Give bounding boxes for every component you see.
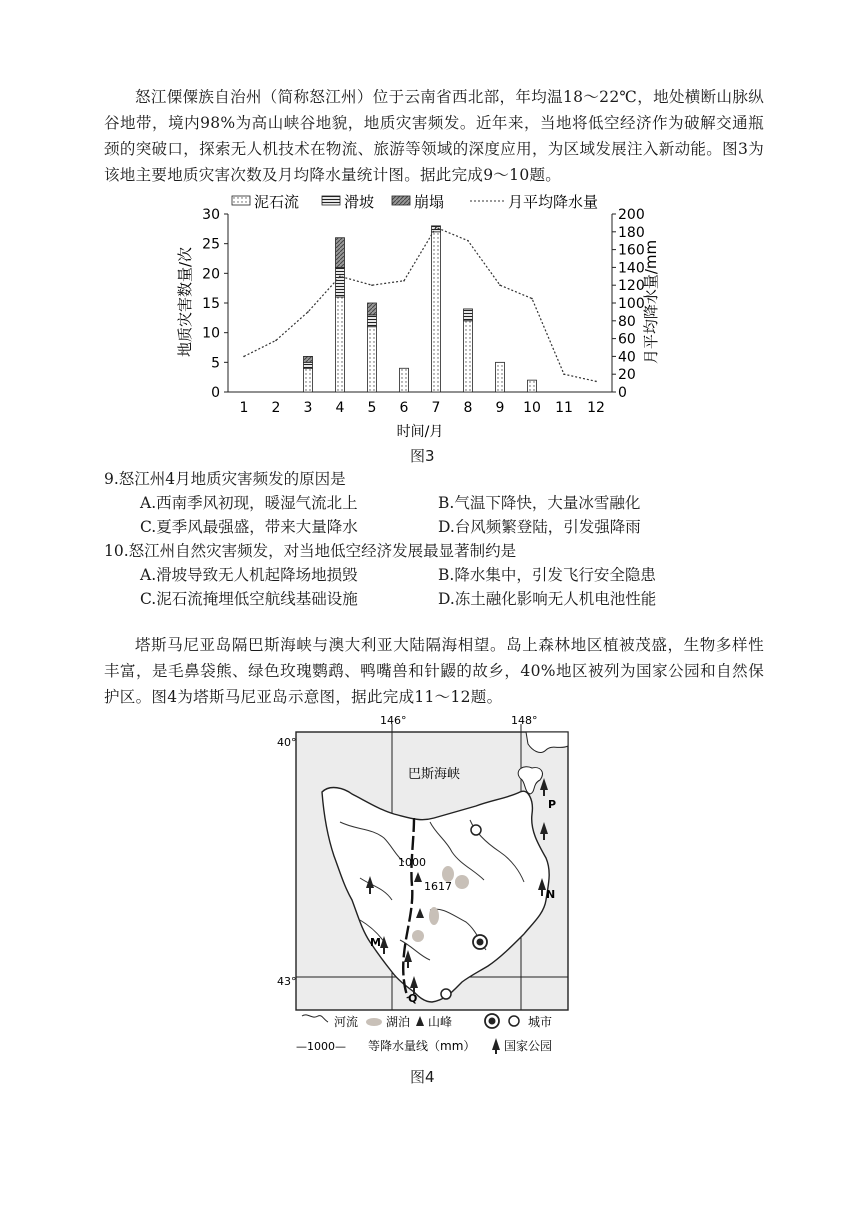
precipitation-line	[244, 227, 596, 381]
figure-4-caption: 图4	[410, 1068, 435, 1086]
legend-label: 泥石流	[254, 193, 300, 211]
intro-paragraph-1	[104, 84, 764, 188]
legend-city: 城市	[528, 1015, 553, 1029]
q10-option-d: D.冻土融化影响无人机电池性能	[438, 590, 657, 608]
legend-label: 月平均降水量	[508, 193, 599, 211]
legend-lake: 湖泊	[386, 1015, 411, 1029]
q10-option-a: A.滑坡导致无人机起降场地损毁	[140, 566, 358, 584]
right-tick-label: 60	[618, 331, 636, 348]
bar-segment-泥石流	[464, 321, 473, 392]
lake	[412, 930, 424, 942]
x-tick-label: 2	[271, 400, 281, 416]
bar-segment-崩塌	[336, 238, 345, 268]
label-m: M	[370, 936, 381, 949]
legend-park: 国家公园	[504, 1039, 553, 1053]
x-tick-label: 5	[367, 400, 377, 416]
chart-bars	[304, 226, 537, 392]
legend-swatch	[392, 196, 410, 205]
right-tick-label: 40	[618, 349, 636, 366]
legend-isoline-symbol: —1000—	[296, 1040, 346, 1053]
legend-swatch	[322, 196, 340, 205]
question-9-stem: 9.怒江州4月地质灾害频发的原因是	[104, 470, 346, 488]
lake	[455, 875, 469, 889]
precipitation-point	[275, 340, 277, 342]
right-tick-label: 20	[618, 367, 636, 384]
left-tick-label: 10	[202, 325, 220, 342]
right-axis-title: 月平均降水量/mm	[642, 239, 660, 365]
capital-city-dot	[477, 939, 484, 946]
precipitation-point	[371, 284, 373, 286]
intro-text-1: 怒江傈僳族自治州（简称怒江州）位于云南省西北部，年均温18～22℃，地处横断山脉纵谷地带，境内98%为高山峡谷地貌，地质灾害频发。近年来，当地将低空经济作为破解交通瓶颈的突破口，探索无人机技术在物流、旅游等领域的深度应用，为区域发展注入新动能。图3为该地主要地质灾害次数及月均降水量统计图。据此完成9～10题。	[104, 88, 764, 184]
intro-text-2: 塔斯马尼亚岛隔巴斯海峡与澳大利亚大陆隔海相望。岛上森林地区植被茂盛，生物多样性丰富，是毛鼻袋熊、绿色玫瑰鹦鹉、鸭嘴兽和针鼹的故乡，40%地区被列为国家公园和自然保护区。图4为塔斯马尼亚岛示意图，据此完成11～12题。	[104, 636, 764, 706]
right-tick-label: 80	[618, 313, 636, 330]
bar-segment-滑坡	[368, 315, 377, 327]
legend-lake-symbol	[366, 1018, 382, 1026]
legend-isoline: 等降水量线（mm）	[368, 1039, 476, 1053]
lake	[429, 907, 439, 925]
left-tick-label: 30	[202, 207, 220, 223]
question-10-stem: 10.怒江州自然灾害频发，对当地低空经济发展最显著制约是	[104, 542, 517, 560]
legend-river-symbol	[302, 1015, 328, 1022]
right-tick-label: 200	[618, 207, 645, 223]
x-tick-label: 3	[303, 400, 313, 416]
figure-4-map	[0, 710, 867, 1055]
legend-peak: 山峰	[428, 1015, 453, 1029]
bar-segment-崩塌	[304, 356, 313, 362]
q9-option-b: B.气温下降快，大量冰雪融化	[438, 494, 641, 512]
lon-148-label: 148°	[511, 714, 538, 727]
x-axis-title: 时间/月	[396, 424, 444, 440]
city-icon	[441, 989, 451, 999]
left-tick-label: 20	[202, 266, 220, 283]
x-tick-label: 6	[399, 400, 409, 416]
figure-3-caption: 图3	[410, 447, 435, 465]
precipitation-point	[499, 284, 501, 286]
precipitation-point	[339, 276, 341, 278]
q9-option-c: C.夏季风最强盛，带来大量降水	[140, 518, 358, 536]
legend-river: 河流	[334, 1015, 359, 1029]
x-tick-label: 12	[587, 400, 605, 416]
x-tick-label: 4	[335, 400, 345, 416]
precipitation-point	[531, 298, 533, 300]
bar-segment-泥石流	[304, 368, 313, 392]
precipitation-point	[307, 311, 309, 313]
legend-label: 崩塌	[414, 193, 445, 211]
peak-elevation-label: 1617	[424, 880, 452, 893]
label-q: Q	[408, 992, 418, 1005]
bar-segment-滑坡	[464, 309, 473, 321]
intro-paragraph-2	[104, 632, 764, 710]
bar-segment-泥石流	[336, 297, 345, 392]
q10-option-c: C.泥石流掩埋低空航线基础设施	[140, 590, 358, 608]
left-tick-label: 15	[202, 296, 220, 312]
legend-capital-dot	[489, 1018, 496, 1025]
left-tick-label: 0	[211, 385, 220, 401]
right-tick-label: 160	[618, 242, 645, 259]
x-tick-label: 7	[431, 400, 441, 416]
right-tick-label: 0	[618, 385, 627, 401]
bar-segment-泥石流	[496, 362, 505, 392]
lat-40-label: 40°	[277, 736, 297, 749]
x-tick-label: 1	[239, 400, 249, 416]
left-tick-label: 5	[211, 355, 220, 372]
left-axis-title: 地质灾害数量/次	[176, 246, 194, 358]
legend-swatch	[232, 196, 250, 205]
legend-city-icon	[509, 1016, 519, 1026]
x-tick-label: 11	[555, 400, 573, 416]
precipitation-point	[595, 381, 597, 383]
q9-option-d: D.台风频繁登陆，引发强降雨	[438, 518, 641, 536]
bar-segment-泥石流	[528, 380, 537, 392]
bar-segment-泥石流	[368, 327, 377, 392]
bar-segment-泥石流	[432, 232, 441, 392]
right-tick-label: 120	[618, 278, 645, 295]
bar-segment-崩塌	[368, 303, 377, 315]
right-tick-label: 100	[618, 296, 645, 312]
precipitation-point	[435, 227, 437, 229]
chart-line	[243, 227, 597, 383]
precipitation-point	[243, 356, 245, 358]
left-tick-label: 25	[202, 236, 220, 253]
label-n: N	[546, 888, 556, 901]
bar-segment-泥石流	[400, 368, 409, 392]
right-tick-label: 180	[618, 224, 645, 241]
chart-axes	[176, 207, 660, 440]
bar-segment-滑坡	[336, 267, 345, 297]
chart-legend	[232, 193, 598, 211]
legend-label: 滑坡	[344, 193, 375, 211]
right-tick-label: 140	[618, 260, 645, 277]
bar-segment-滑坡	[304, 362, 313, 368]
q10-option-b: B.降水集中，引发飞行安全隐患	[438, 566, 656, 584]
lon-146-label: 146°	[380, 714, 407, 727]
lat-43-label: 43°	[277, 975, 297, 988]
precipitation-point	[403, 280, 405, 282]
strait-label: 巴斯海峡	[408, 767, 461, 782]
x-tick-label: 9	[495, 400, 505, 416]
label-p: P	[548, 798, 557, 811]
q9-option-a: A.西南季风初现，暖湿气流北上	[140, 494, 358, 512]
legend-peak-icon	[416, 1016, 424, 1026]
precipitation-point	[563, 373, 565, 375]
x-tick-label: 10	[523, 400, 541, 416]
city-icon	[471, 825, 481, 835]
legend-park-icon	[492, 1038, 500, 1054]
isoline-value-label: 1000	[398, 856, 426, 869]
x-tick-label: 8	[463, 400, 473, 416]
precipitation-point	[467, 240, 469, 242]
